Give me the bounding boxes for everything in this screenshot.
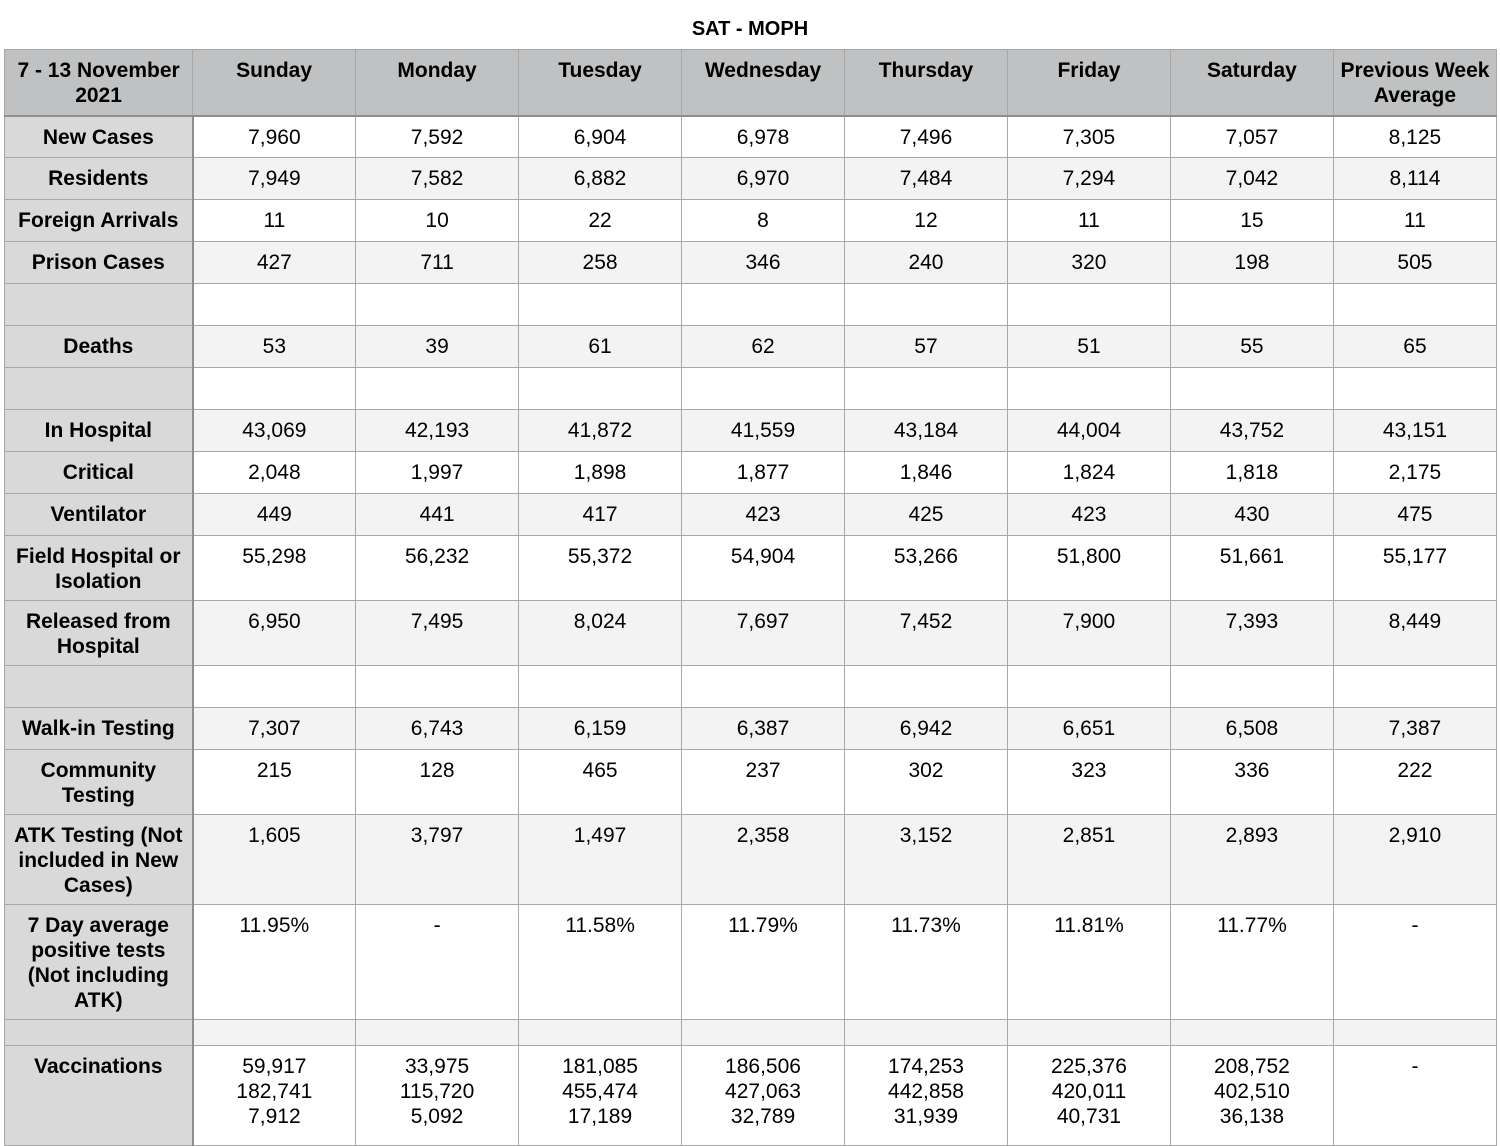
table-row <box>5 905 1497 1020</box>
table-cell: 465 <box>519 750 682 815</box>
vaccination-dose-value: 225,376 <box>1050 1055 1127 1078</box>
table-cell <box>845 1020 1008 1046</box>
table-cell: 6,970 <box>682 158 845 200</box>
table-cell: 43,184 <box>845 410 1008 452</box>
table-cell: 237 <box>682 750 845 815</box>
table-cell: 11 <box>193 200 356 242</box>
table-cell: 7,960 <box>193 116 356 158</box>
average-header: Previous Week Average <box>1333 50 1496 116</box>
table-cell: 54,904 <box>682 536 845 601</box>
table-cell: 346 <box>682 242 845 284</box>
table-cell: 427 <box>193 242 356 284</box>
row-label: New Cases <box>5 116 193 158</box>
table-cell <box>1007 1020 1170 1046</box>
row-label: 7 Day average positive tests (Not including ATK) <box>5 905 193 1020</box>
table-cell <box>845 666 1008 708</box>
day-header: Tuesday <box>519 50 682 116</box>
table-cell: 11.81% <box>1007 905 1170 1020</box>
average-cell: 475 <box>1333 494 1496 536</box>
table-cell: 11.79% <box>682 905 845 1020</box>
table-cell <box>1170 666 1333 708</box>
table-cell <box>1170 284 1333 326</box>
table-cell: 55 <box>1170 326 1333 368</box>
day-header: Sunday <box>193 50 356 116</box>
average-cell: 222 <box>1333 750 1496 815</box>
table-row <box>5 410 1497 452</box>
vaccination-dose-value: 455,474 <box>562 1080 638 1103</box>
table-cell: 51 <box>1007 326 1170 368</box>
vaccination-dose-value: 33,975 <box>404 1055 470 1078</box>
table-cell: 7,452 <box>845 601 1008 666</box>
table-cell <box>1007 1046 1170 1146</box>
table-cell: 449 <box>193 494 356 536</box>
average-cell: 55,177 <box>1333 536 1496 601</box>
table-cell: 1,846 <box>845 452 1008 494</box>
table-cell: 6,159 <box>519 708 682 750</box>
vaccination-dose-value: 420,011 <box>1051 1080 1127 1103</box>
table-cell: 15 <box>1170 200 1333 242</box>
table-cell: 423 <box>1007 494 1170 536</box>
table-cell: 7,900 <box>1007 601 1170 666</box>
table-cell: 6,882 <box>519 158 682 200</box>
table-cell <box>1007 284 1170 326</box>
table-cell: 12 <box>845 200 1008 242</box>
average-cell: 2,175 <box>1333 452 1496 494</box>
table-cell <box>845 368 1008 410</box>
table-cell <box>356 284 519 326</box>
table-cell <box>682 1046 845 1146</box>
table-cell: 320 <box>1007 242 1170 284</box>
table-cell: 42,193 <box>356 410 519 452</box>
vaccination-dose-value: 115,720 <box>399 1080 475 1103</box>
row-label: Ventilator <box>5 494 193 536</box>
day-header: Friday <box>1007 50 1170 116</box>
row-label: Walk-in Testing <box>5 708 193 750</box>
table-cell: 1,898 <box>519 452 682 494</box>
table-cell: 336 <box>1170 750 1333 815</box>
table-cell: 258 <box>519 242 682 284</box>
table-cell: 7,305 <box>1007 116 1170 158</box>
average-cell <box>1333 284 1496 326</box>
table-cell: 11 <box>1007 200 1170 242</box>
table-cell: 215 <box>193 750 356 815</box>
table-cell <box>1170 1020 1333 1046</box>
table-row <box>5 116 1497 158</box>
average-cell: 8,449 <box>1333 601 1496 666</box>
day-header: Thursday <box>845 50 1008 116</box>
vaccination-dose-value: 7,912 <box>248 1105 301 1128</box>
row-label: Field Hospital or Isolation <box>5 536 193 601</box>
table-cell: 6,950 <box>193 601 356 666</box>
vaccination-dose-value: 427,063 <box>725 1080 801 1103</box>
table-cell: 240 <box>845 242 1008 284</box>
table-cell: 6,651 <box>1007 708 1170 750</box>
table-body <box>5 116 1497 1146</box>
table-cell: 417 <box>519 494 682 536</box>
table-cell: 51,661 <box>1170 536 1333 601</box>
table-row <box>5 158 1497 200</box>
table-cell: 7,697 <box>682 601 845 666</box>
table-cell <box>519 666 682 708</box>
table-cell: 7,393 <box>1170 601 1333 666</box>
table-cell <box>193 368 356 410</box>
table-cell: 323 <box>1007 750 1170 815</box>
row-label: ATK Testing (Not included in New Cases) <box>5 815 193 905</box>
day-header: Saturday <box>1170 50 1333 116</box>
table-cell: 1,497 <box>519 815 682 905</box>
table-cell: 6,508 <box>1170 708 1333 750</box>
covid-stats-table <box>4 49 1497 1146</box>
average-cell: 2,910 <box>1333 815 1496 905</box>
table-cell <box>1007 368 1170 410</box>
table-cell: 57 <box>845 326 1008 368</box>
vaccination-dose-value: 40,731 <box>1056 1105 1122 1128</box>
table-cell: 56,232 <box>356 536 519 601</box>
table-cell <box>682 368 845 410</box>
table-cell: 441 <box>356 494 519 536</box>
table-cell: 11.95% <box>193 905 356 1020</box>
spacer-row <box>5 368 1497 410</box>
table-cell <box>1007 666 1170 708</box>
day-header: Wednesday <box>682 50 845 116</box>
table-cell: 61 <box>519 326 682 368</box>
vaccination-dose-value: 17,189 <box>567 1105 633 1128</box>
table-cell: 423 <box>682 494 845 536</box>
table-cell <box>519 368 682 410</box>
table-cell: 711 <box>356 242 519 284</box>
table-row <box>5 750 1497 815</box>
table-cell: 2,048 <box>193 452 356 494</box>
table-row <box>5 326 1497 368</box>
table-cell: 7,949 <box>193 158 356 200</box>
table-cell: 6,978 <box>682 116 845 158</box>
table-cell: 11.73% <box>845 905 1008 1020</box>
average-cell: 8,125 <box>1333 116 1496 158</box>
average-cell: 43,151 <box>1333 410 1496 452</box>
table-cell: 302 <box>845 750 1008 815</box>
table-cell: 7,592 <box>356 116 519 158</box>
table-cell <box>356 666 519 708</box>
table-cell: 55,372 <box>519 536 682 601</box>
average-cell <box>1333 368 1496 410</box>
vaccination-dose-value: 181,085 <box>562 1055 638 1078</box>
vaccination-dose-value: 32,789 <box>730 1105 796 1128</box>
table-cell: 41,872 <box>519 410 682 452</box>
table-cell <box>193 1046 356 1146</box>
average-cell: - <box>1333 905 1496 1020</box>
vaccination-dose-value: 208,752 <box>1213 1055 1290 1078</box>
table-cell: 128 <box>356 750 519 815</box>
table-cell: 3,797 <box>356 815 519 905</box>
table-cell <box>193 666 356 708</box>
vaccination-dose-value: 5,092 <box>410 1105 464 1128</box>
table-cell: 22 <box>519 200 682 242</box>
table-cell: 2,851 <box>1007 815 1170 905</box>
vaccination-dose-value: 442,858 <box>888 1080 964 1103</box>
table-cell: 43,069 <box>193 410 356 452</box>
average-cell <box>1333 1020 1496 1046</box>
table-cell: - <box>356 905 519 1020</box>
average-cell: 505 <box>1333 242 1496 284</box>
table-cell <box>519 284 682 326</box>
spacer-row <box>5 284 1497 326</box>
table-cell: 2,893 <box>1170 815 1333 905</box>
table-cell: 1,605 <box>193 815 356 905</box>
table-cell: 53,266 <box>845 536 1008 601</box>
table-cell: 44,004 <box>1007 410 1170 452</box>
table-cell: 7,495 <box>356 601 519 666</box>
vaccination-dose-value: 59,917 <box>242 1055 307 1078</box>
table-cell: 1,818 <box>1170 452 1333 494</box>
row-label: Critical <box>5 452 193 494</box>
table-cell: 62 <box>682 326 845 368</box>
table-cell: 8,024 <box>519 601 682 666</box>
table-cell: 6,387 <box>682 708 845 750</box>
average-cell: 65 <box>1333 326 1496 368</box>
table-cell: 7,496 <box>845 116 1008 158</box>
table-cell: 430 <box>1170 494 1333 536</box>
average-cell: 7,387 <box>1333 708 1496 750</box>
vaccination-dose-value: 402,510 <box>1213 1080 1290 1103</box>
table-cell <box>356 1046 519 1146</box>
table-cell: 7,582 <box>356 158 519 200</box>
table-cell <box>1170 1046 1333 1146</box>
row-label: Deaths <box>5 326 193 368</box>
table-row <box>5 1046 1497 1146</box>
table-cell: 7,294 <box>1007 158 1170 200</box>
table-row <box>5 815 1497 905</box>
table-cell: 198 <box>1170 242 1333 284</box>
table-cell: 6,904 <box>519 116 682 158</box>
average-cell: 11 <box>1333 200 1496 242</box>
row-label: Released from Hospital <box>5 601 193 666</box>
table-cell <box>519 1020 682 1046</box>
table-cell <box>519 1046 682 1146</box>
table-cell: 7,307 <box>193 708 356 750</box>
table-cell: 1,997 <box>356 452 519 494</box>
row-label: Prison Cases <box>5 242 193 284</box>
table-cell: 7,057 <box>1170 116 1333 158</box>
table-cell <box>193 284 356 326</box>
vaccination-dose-value: 174,253 <box>888 1055 964 1078</box>
spacer-row <box>5 1020 1497 1046</box>
row-label: In Hospital <box>5 410 193 452</box>
vaccination-dose-value: 182,741 <box>236 1080 313 1103</box>
row-label: Community Testing <box>5 750 193 815</box>
table-cell: 11.58% <box>519 905 682 1020</box>
average-cell <box>1333 666 1496 708</box>
spacer-row <box>5 666 1497 708</box>
table-cell <box>682 666 845 708</box>
table-cell: 2,358 <box>682 815 845 905</box>
table-row <box>5 536 1497 601</box>
row-label <box>5 284 193 326</box>
table-row <box>5 452 1497 494</box>
table-cell <box>193 1020 356 1046</box>
header-row <box>5 50 1497 116</box>
table-cell <box>356 1020 519 1046</box>
vaccination-dose-value: 36,138 <box>1219 1105 1285 1128</box>
row-label <box>5 666 193 708</box>
table-cell: 51,800 <box>1007 536 1170 601</box>
table-cell: 10 <box>356 200 519 242</box>
day-header: Monday <box>356 50 519 116</box>
table-cell: 53 <box>193 326 356 368</box>
table-cell <box>356 368 519 410</box>
table-cell: 11.77% <box>1170 905 1333 1020</box>
vaccination-dose-value: 31,939 <box>893 1105 959 1128</box>
row-label: Foreign Arrivals <box>5 200 193 242</box>
table-row <box>5 242 1497 284</box>
table-cell: 7,484 <box>845 158 1008 200</box>
table-row <box>5 200 1497 242</box>
table-cell: 41,559 <box>682 410 845 452</box>
table-row <box>5 494 1497 536</box>
table-cell: 8 <box>682 200 845 242</box>
table-cell: 55,298 <box>193 536 356 601</box>
table-cell: 1,877 <box>682 452 845 494</box>
table-cell <box>845 284 1008 326</box>
table-cell: 1,824 <box>1007 452 1170 494</box>
table-cell: 3,152 <box>845 815 1008 905</box>
table-row <box>5 601 1497 666</box>
row-label <box>5 368 193 410</box>
average-cell: 8,114 <box>1333 158 1496 200</box>
table-cell <box>682 284 845 326</box>
table-cell <box>845 1046 1008 1146</box>
table-cell: 43,752 <box>1170 410 1333 452</box>
average-cell: - <box>1333 1046 1496 1146</box>
date-range-header: 7 - 13 November 2021 <box>5 50 193 116</box>
row-label <box>5 1020 193 1046</box>
vaccination-dose-value: 186,506 <box>725 1055 801 1078</box>
table-cell: 425 <box>845 494 1008 536</box>
table-row <box>5 708 1497 750</box>
table-cell <box>682 1020 845 1046</box>
table-cell: 39 <box>356 326 519 368</box>
table-title: SAT - MOPH <box>691 18 809 40</box>
row-label: Vaccinations <box>5 1046 193 1146</box>
table-cell <box>1170 368 1333 410</box>
table-cell: 7,042 <box>1170 158 1333 200</box>
table-cell: 6,743 <box>356 708 519 750</box>
table-cell: 6,942 <box>845 708 1008 750</box>
row-label: Residents <box>5 158 193 200</box>
